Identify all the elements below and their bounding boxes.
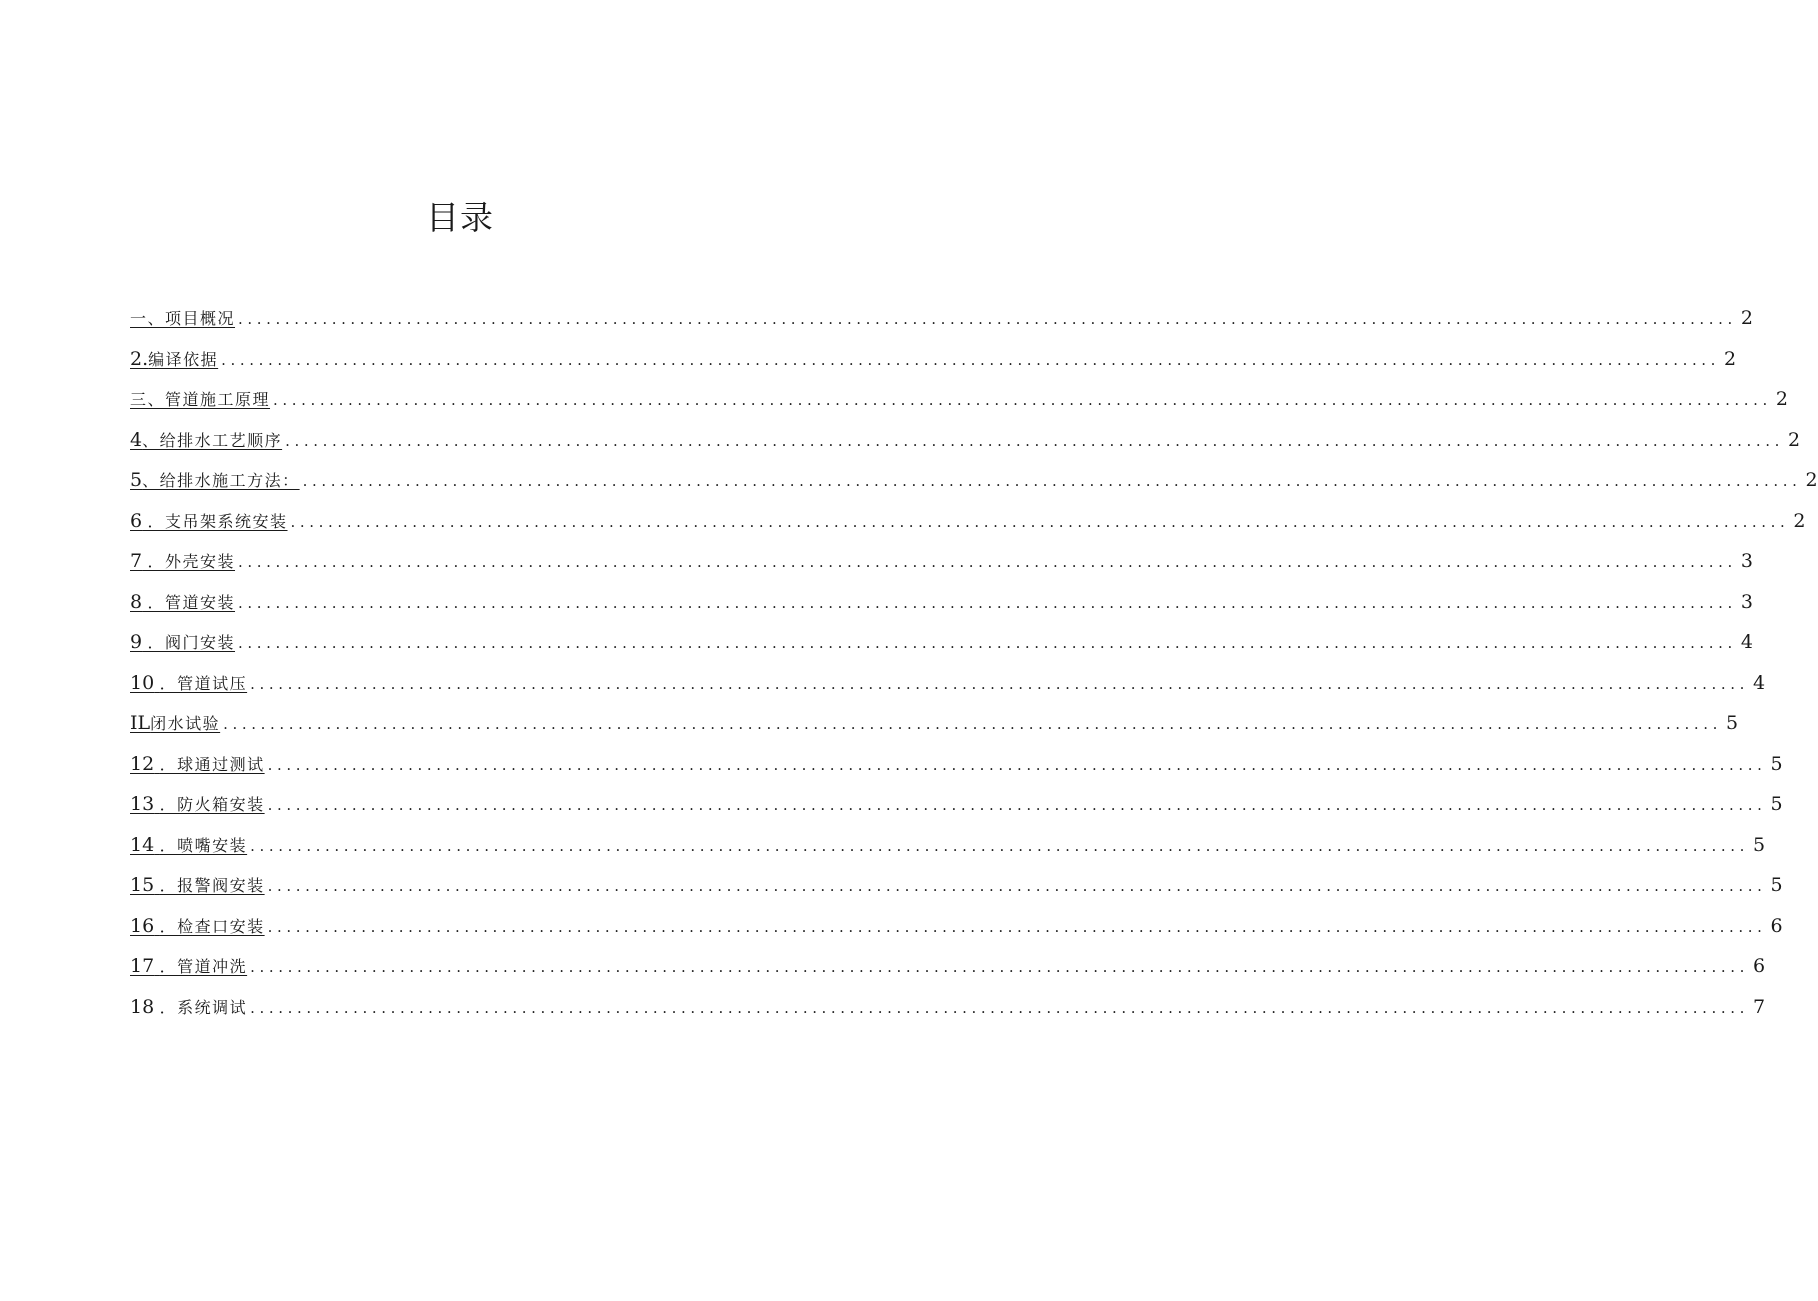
toc-page-number: 2 [1805, 469, 1818, 491]
toc-dot-leader: ................................................................................................................................................................ [238, 634, 1737, 652]
toc-page-number: 2 [1775, 388, 1788, 410]
toc-entry-link[interactable] [130, 622, 235, 664]
toc-dot-leader: ................................................................................................................................................................ [267, 877, 1767, 895]
toc-entry-link[interactable] [130, 906, 265, 948]
toc-entry-number: 2. [130, 347, 149, 370]
toc-entry-number: 5 [130, 469, 143, 491]
toc-page-number: 6 [1770, 914, 1783, 937]
toc-dot-leader: ................................................................................................................................................................ [238, 553, 1737, 571]
toc-entry-link[interactable] [130, 987, 247, 1029]
toc-dot-leader: ................................................................................................................................................................ [267, 755, 1767, 774]
toc-page-number: 3 [1740, 590, 1753, 613]
toc-entry-title: 三、管道施工原理 [130, 390, 271, 409]
toc-page-number: 5 [1770, 874, 1783, 896]
toc-entry-number: 16 [130, 914, 155, 937]
toc-entry[interactable] [130, 298, 1753, 339]
toc-entry[interactable] [130, 420, 1801, 461]
toc-entry-link[interactable] [130, 663, 247, 705]
toc-entry[interactable] [130, 501, 1806, 542]
toc-entry-link[interactable] [130, 541, 235, 583]
toc-entry-number: 8 [130, 590, 143, 613]
toc-entry[interactable] [130, 379, 1788, 420]
toc-dot-leader: ................................................................................................................................................................ [238, 593, 1737, 612]
toc-page-number: 5 [1753, 833, 1766, 856]
toc-page-number: 3 [1740, 550, 1753, 572]
toc-page-number: 5 [1726, 712, 1739, 734]
toc-entry[interactable] [130, 784, 1783, 825]
toc-entry-title: ．喷嘴安装 [159, 835, 248, 855]
toc-dot-leader: ................................................................................................................................................................ [250, 998, 1749, 1017]
toc-entry-number: 14 [130, 833, 155, 856]
toc-dot-leader: ................................................................................................................................................................ [250, 836, 1749, 855]
toc-entry-title: ．管道安装 [147, 592, 236, 612]
toc-entry-title: 闭水试验 [150, 714, 221, 733]
toc-page-number: 2 [1740, 307, 1753, 329]
toc-page-number: 6 [1753, 955, 1766, 977]
toc-page-number: 4 [1740, 631, 1753, 653]
table-of-contents [130, 298, 1818, 1027]
toc-entry[interactable] [130, 582, 1753, 623]
toc-entry-link[interactable] [130, 460, 300, 502]
toc-entry-number: 13 [130, 793, 155, 815]
toc-page-number: 5 [1770, 752, 1783, 775]
toc-entry-title: ．阀门安装 [147, 633, 236, 652]
toc-entry-link[interactable] [130, 379, 270, 421]
toc-entry[interactable] [130, 987, 1766, 1028]
toc-entry-title: ．报警阀安装 [159, 876, 265, 895]
toc-entry-title: ．支吊架系统安装 [147, 511, 288, 531]
toc-entry-number: 6 [130, 509, 143, 532]
toc-dot-leader: ................................................................................................................................................................ [250, 958, 1749, 976]
toc-entry-title: ．球通过测试 [159, 754, 265, 774]
toc-page-number: 5 [1770, 793, 1783, 815]
toc-page-number: 7 [1753, 995, 1766, 1018]
toc-entry[interactable] [130, 460, 1818, 501]
toc-entry-number: 10 [130, 671, 155, 694]
toc-entry[interactable] [130, 825, 1766, 866]
toc-entry-number: 17 [130, 955, 155, 977]
toc-entry[interactable] [130, 541, 1753, 582]
toc-entry[interactable] [130, 663, 1766, 704]
toc-entry[interactable] [130, 339, 1737, 380]
toc-entry-title: ．外壳安装 [147, 552, 236, 571]
toc-entry[interactable] [130, 744, 1783, 785]
toc-page-number: 2 [1724, 347, 1737, 370]
toc-entry-link[interactable] [130, 744, 265, 786]
toc-entry-title: 、给排水施工方法： [142, 471, 300, 490]
toc-page-number: 2 [1788, 428, 1801, 451]
toc-entry[interactable] [130, 865, 1783, 906]
toc-entry-number: 15 [130, 874, 155, 896]
toc-entry-title: ．管道试压 [159, 673, 248, 693]
toc-entry-link[interactable] [130, 946, 247, 988]
toc-entry-link[interactable] [130, 420, 282, 462]
toc-entry[interactable] [130, 906, 1783, 947]
toc-dot-leader: ................................................................................................................................................................ [238, 310, 1737, 328]
toc-entry-title: ．系统调试 [159, 997, 248, 1017]
toc-entry-title: ．防火箱安装 [159, 795, 265, 814]
toc-entry-title: 一、项目概况 [130, 309, 236, 328]
toc-entry-link[interactable] [130, 582, 235, 624]
toc-page-number: 2 [1793, 509, 1806, 532]
toc-entry[interactable] [130, 622, 1753, 663]
toc-entry-title: 编译依据 [148, 349, 219, 369]
toc-dot-leader: ................................................................................................................................................................ [302, 472, 1802, 490]
toc-dot-leader: ................................................................................................................................................................ [290, 512, 1790, 531]
toc-entry-title: ．管道冲洗 [159, 957, 248, 976]
toc-dot-leader: ................................................................................................................................................................ [267, 917, 1767, 936]
page-title: 目录 [426, 198, 494, 237]
toc-entry-link[interactable] [130, 501, 288, 543]
toc-dot-leader: ................................................................................................................................................................ [273, 391, 1772, 409]
toc-dot-leader: ................................................................................................................................................................ [285, 431, 1784, 450]
toc-entry-link[interactable] [130, 865, 265, 907]
toc-entry-number: 18 [130, 995, 155, 1018]
toc-entry-number: 7 [130, 550, 143, 572]
toc-dot-leader: ................................................................................................................................................................ [267, 796, 1767, 814]
toc-entry-link[interactable] [130, 784, 265, 826]
toc-dot-leader: ................................................................................................................................................................ [223, 715, 1723, 733]
toc-dot-leader: ................................................................................................................................................................ [221, 350, 1721, 369]
toc-entry-link[interactable] [130, 703, 220, 745]
toc-entry-number: 9 [130, 631, 143, 653]
toc-page-number: 4 [1753, 671, 1766, 694]
toc-entry-number: 4 [130, 428, 143, 451]
toc-entry-title: ．检查口安装 [159, 916, 265, 936]
toc-entry-number: 12 [130, 752, 155, 775]
toc-entry[interactable] [130, 946, 1766, 987]
toc-entry-link[interactable] [130, 298, 235, 340]
toc-entry[interactable] [130, 703, 1739, 744]
toc-dot-leader: ................................................................................................................................................................ [250, 674, 1749, 693]
toc-entry-link[interactable] [130, 339, 218, 381]
toc-entry-number: IL [130, 712, 151, 734]
toc-entry-title: 、给排水工艺顺序 [142, 430, 283, 450]
toc-entry-link[interactable] [130, 825, 247, 867]
